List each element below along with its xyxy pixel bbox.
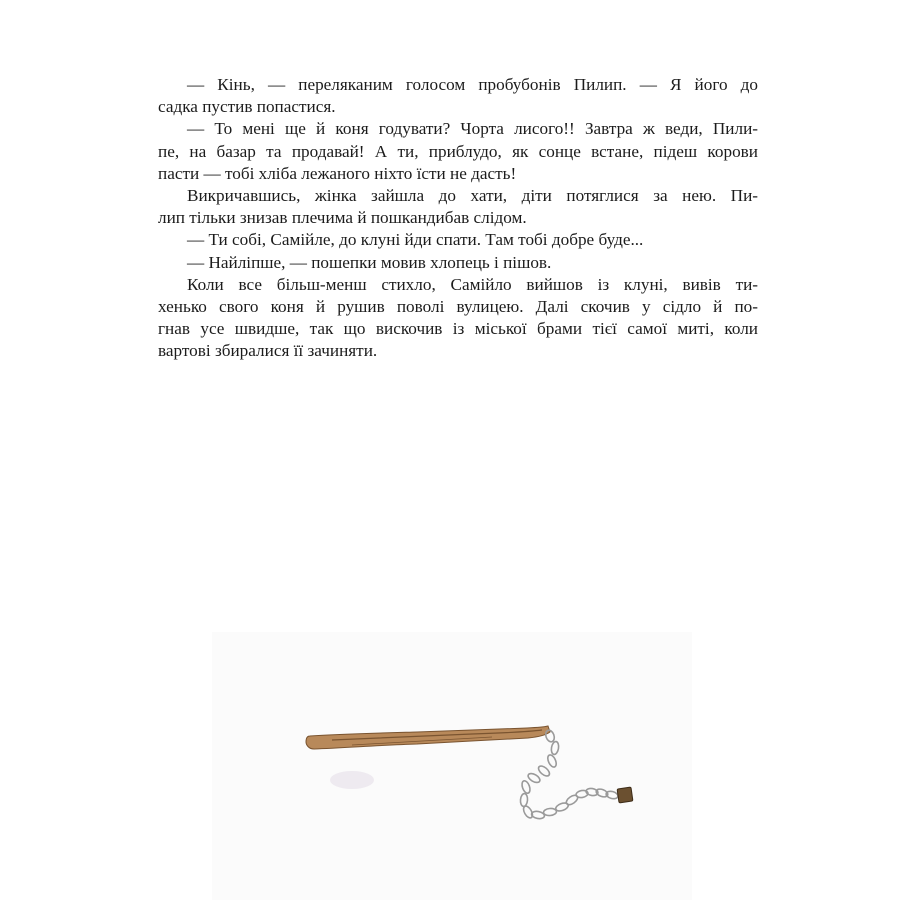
- chain-weight: [617, 787, 633, 803]
- text-line: вартові збиралися її зачиняти.: [158, 341, 378, 361]
- text-line: — Найліпше, — пошепки мовив хлопець і пішов.: [187, 252, 552, 272]
- text-line: Викричавшись, жінка зайшла до хати, діти потяглися за нею. Пи-: [187, 185, 758, 205]
- paragraph-3: [158, 185, 758, 229]
- chain: [520, 729, 619, 820]
- text-line: хенько свого коня й рушив поволі вулицею. Далі скочив у сідло й по-: [158, 296, 758, 316]
- text-line: — То мені ще й коня годувати? Чорта лисого!! Завтра ж веди, Пили-: [187, 119, 758, 139]
- text-line: садка пустив попастися.: [158, 97, 336, 117]
- story-text: [158, 74, 758, 362]
- text-line: пе, на базар та продавай! А ти, приблудо, як сонце встане, підеш корови: [158, 141, 758, 161]
- paragraph-1: [158, 74, 758, 118]
- text-line: лип тільки знизав плечима й пошкандибав слідом.: [158, 208, 527, 228]
- paragraph-4: [158, 229, 758, 251]
- illustration: [212, 632, 692, 900]
- paragraph-2: [158, 118, 758, 185]
- wooden-stick-with-chain-icon: [212, 632, 692, 900]
- text-line: гнав усе швидше, так що вискочив із міської брами тієї самої миті, коли: [158, 319, 758, 339]
- shadow-smudge: [330, 771, 374, 789]
- text-line: — Ти собі, Самійле, до клуні йди спати. Там тобі добре буде...: [187, 230, 644, 250]
- text-line: пасти — тобі хліба лежаного ніхто їсти не дасть!: [158, 163, 517, 183]
- text-line: — Кінь, — переляканим голосом пробубонів Пилип. — Я його до: [187, 75, 758, 94]
- paragraph-5: [158, 252, 758, 274]
- paragraph-6: [158, 274, 758, 363]
- stick: [306, 726, 550, 749]
- text-line: Коли все більш-менш стихло, Самійло вийшов із клуні, вивів ти-: [187, 274, 758, 294]
